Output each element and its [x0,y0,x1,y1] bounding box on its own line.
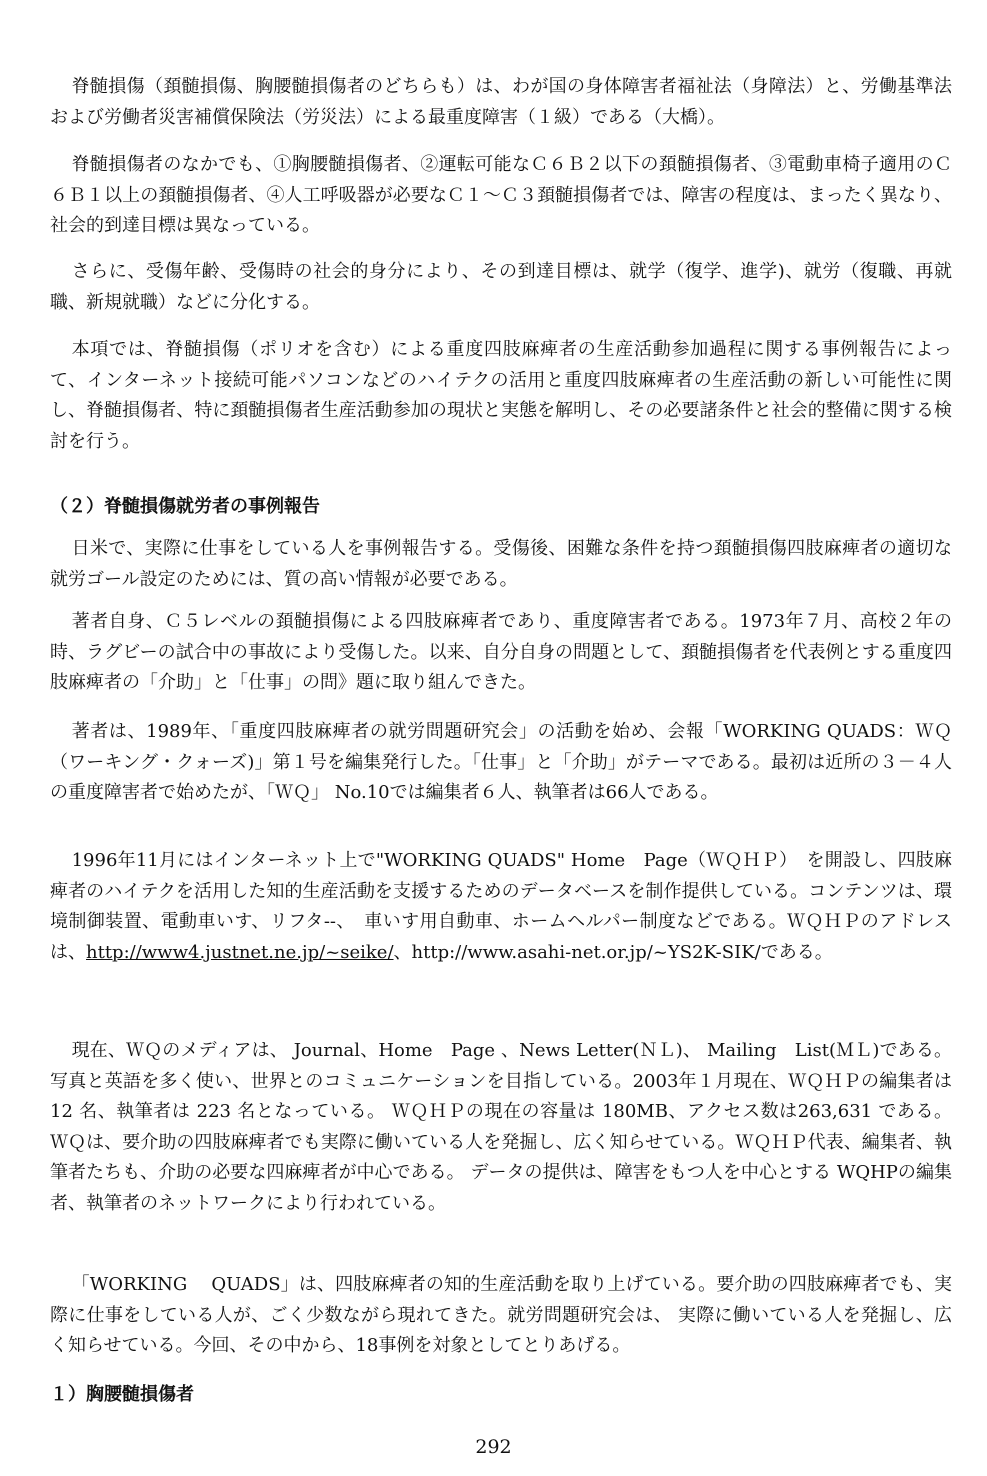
paragraph-goals: さらに、受傷年齢、受傷時の社会的身分により、その到達目標は、就学（復学、進学)、就労（復職、再就職、新規就職）などに分化する。 [50,261,952,313]
paragraph-author-background: 著者自身、Ｃ５レベルの頚髄損傷による四肢麻痺者であり、重度障害者である。1973年７月、高校２年の時、ラグビーの試合中の事故により受傷した。以来、自分自身の問題として、頚髄損傷者を代表例とする重度四肢麻痺者の「介助」と「仕事」の問》題に取り組んできた。 [50,611,952,693]
paragraph-wqhp [50,846,952,968]
wqhp-text-2: 、http://www.asahi-net.or.jp/~YS2K-SIK/である。 [393,941,833,963]
paragraph-scope: 本項では、脊髄損傷（ポリオを含む）による重度四肢麻痺者の生産活動参加過程に関する事例報告によって、インターネット接続可能パソコンなどのハイテクの活用と重度四肢麻痺者の生産活動の新しい可能性に関し、脊髄損傷者、特に頚髄損傷者生産活動参加の現状と実態を解明し、その必要諸条件と社会的整備に関する検討を行う。 [50,339,952,452]
paragraph-case-intro: 日米で、実際に仕事をしている人を事例報告する。受傷後、困難な条件を持つ頚髄損傷四肢麻痺者の適切な就労ゴール設定のためには、質の高い情報が必要である。 [50,538,952,590]
wqhp-url-link[interactable]: http://www4.justnet.ne.jp/~seike/ [86,941,394,963]
section-heading-case-reports: （２）脊髄損傷就労者の事例報告 [50,496,320,517]
paragraph-injury-levels: 脊髄損傷者のなかでも、①胸腰髄損傷者、②運転可能なＣ６Ｂ２以下の頚髄損傷者、③電動車椅子適用のＣ６Ｂ１以上の頚髄損傷者、④人工呼吸器が必要なＣ１～Ｃ３頚髄損傷者では、障害の程度は、まったく異なり、社会的到達目標は異なっている。 [50,154,952,236]
paragraph-wq-media: 現在、ＷＱのメディアは、 Journal、Home Page 、News Letter(ＮＬ)、 Mailing List(ＭＬ)である。写真と英語を多く使い、世界とのコミュニケーションを目指している。2003年１月現在、ＷＱＨＰの編集者は 12 名、執筆者は 223 名となっている。 ＷＱＨＰの現在の容量は 180MB、アクセス数は263,631 である。 ＷＱは、要介助の四肢麻痺者でも実際に働いている人を発掘し、広く知らせている。ＷＱＨＰ代表、編集者、執筆者たちも、介助の必要な四麻痺者が中心である。 データの提供は、障害をもつ人を中心とする WQHPの編集者、執筆者のネットワークにより行われている。 [50,1040,952,1214]
wqhp-text-1: 1996年11月にはインターネット上で"WORKING QUADS" Home Page（ＷＱＨＰ） を開設し、四肢麻痺者のハイテクを活用した知的生産活動を支援するためのデータベースを制作提供している。コンテンツは、環境制御装置、電動車いす、リフタ--、 車いす用自動車、ホームヘルパー制度などである。ＷＱＨＰのアドレスは、 [50,850,952,963]
paragraph-working-quads: 「WORKING QUADS」は、四肢麻痺者の知的生産活動を取り上げている。要介助の四肢麻痺者でも、実際に仕事をしている人が、ごく少数ながら現れてきた。就労問題研究会は、 実際に働いている人を発掘し、広く知らせている。今回、その中から、18事例を対象としてとりあげる。 [50,1274,952,1356]
paragraph-wq-founding: 著者は、1989年、「重度四肢麻痺者の就労問題研究会」の活動を始め、会報「WORKING QUADS：ＷＱ（ワーキング・クォーズ)」第１号を編集発行した。「仕事」と「介助」がテーマである。最初は近所の３－４人の重度障害者で始めたが、「ＷＱ」 No.10では編集者６人、執筆者は66人である。 [50,721,952,803]
page-number: 292 [475,1436,512,1458]
subsection-heading-thoracolumbar: １）胸腰髄損傷者 [50,1384,194,1405]
paragraph-disability-classification: 脊髄損傷（頚髄損傷、胸腰髄損傷者のどちらも）は、わが国の身体障害者福祉法（身障法）と、労働基準法および労働者災害補償保険法（労災法）による最重度障害（１級）である（大橋）。 [50,76,952,128]
